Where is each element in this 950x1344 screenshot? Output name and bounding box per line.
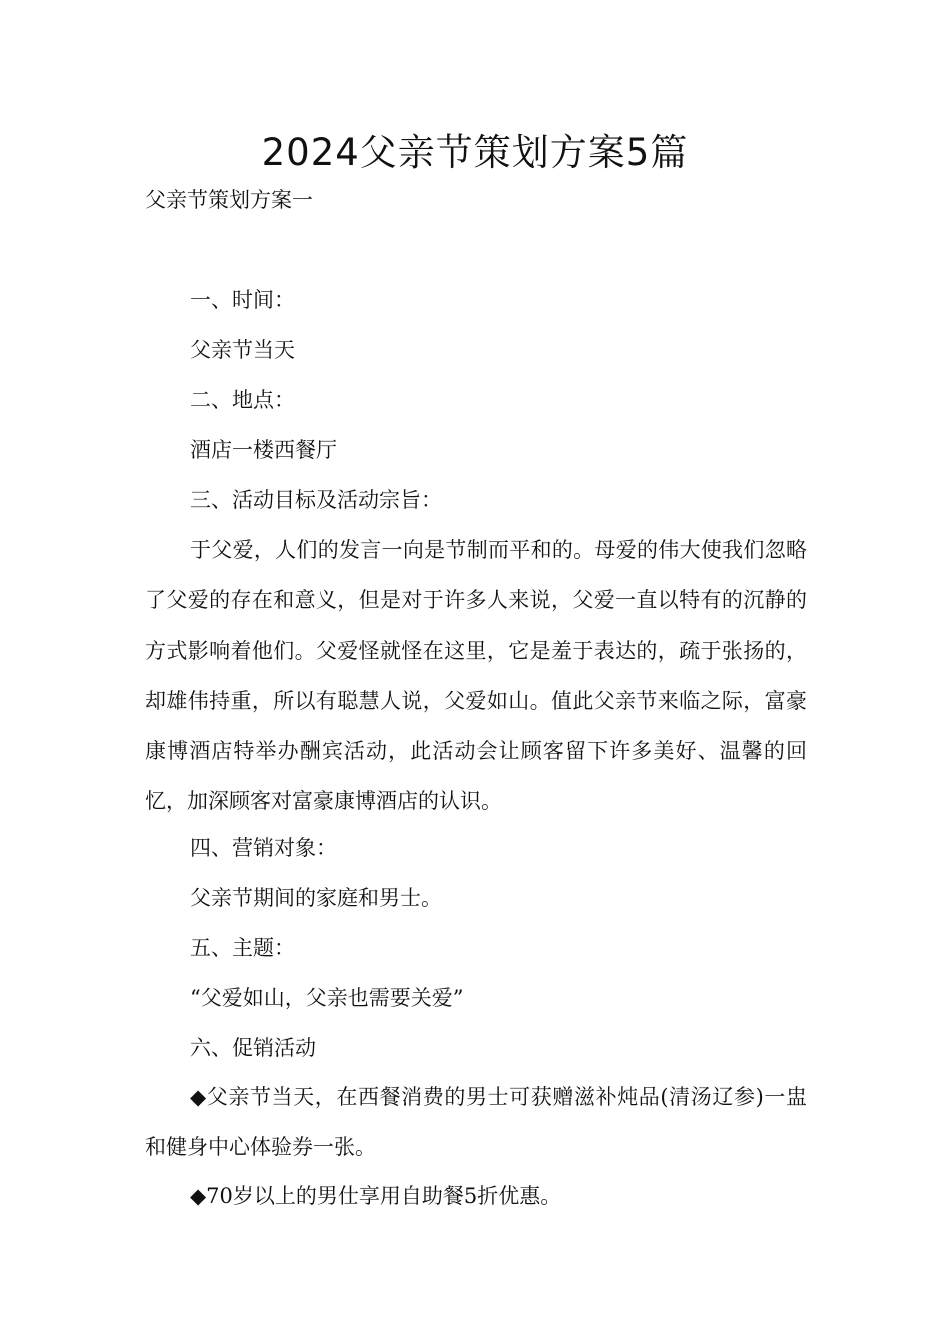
promo-heading: 六、促销活动 <box>190 1036 316 1060</box>
section-subtitle: 父亲节策划方案一 <box>145 188 313 212</box>
theme-value: “父爱如山，父亲也需要关爱” <box>190 986 464 1010</box>
target-heading: 四、营销对象： <box>190 836 337 860</box>
time-heading: 一、时间： <box>190 288 295 312</box>
time-value: 父亲节当天 <box>190 338 295 362</box>
theme-heading: 五、主题： <box>190 936 295 960</box>
place-value: 酒店一楼西餐厅 <box>190 438 337 462</box>
place-heading: 二、地点： <box>190 388 295 412</box>
promo-item-1: ◆父亲节当天，在西餐消费的男士可获赠滋补炖品(清汤辽参)一盅和健身中心体验券一张。 <box>145 1085 807 1160</box>
document-title: 2024父亲节策划方案5篇 <box>261 131 689 174</box>
promo-item-2: ◆70岁以上的男仕享用自助餐5折优惠。 <box>190 1184 562 1208</box>
goal-paragraph: 于父爱，人们的发言一向是节制而平和的。母爱的伟大使我们忽略了父爱的存在和意义，但是对于许多人来说，父爱一直以特有的沉静的方式影响着他们。父爱怪就怪在这里，它是羞于表达的，疏于张扬的，却雄伟持重，所以有聪慧人说，父爱如山。值此父亲节来临之际，富豪康博酒店特举办酬宾活动，此活动会让顾客留下许多美好、温馨的回忆，加深顾客对富豪康博酒店的认识。 <box>145 538 807 814</box>
goal-heading: 三、活动目标及活动宗旨： <box>190 488 442 512</box>
target-value: 父亲节期间的家庭和男士。 <box>190 886 442 910</box>
